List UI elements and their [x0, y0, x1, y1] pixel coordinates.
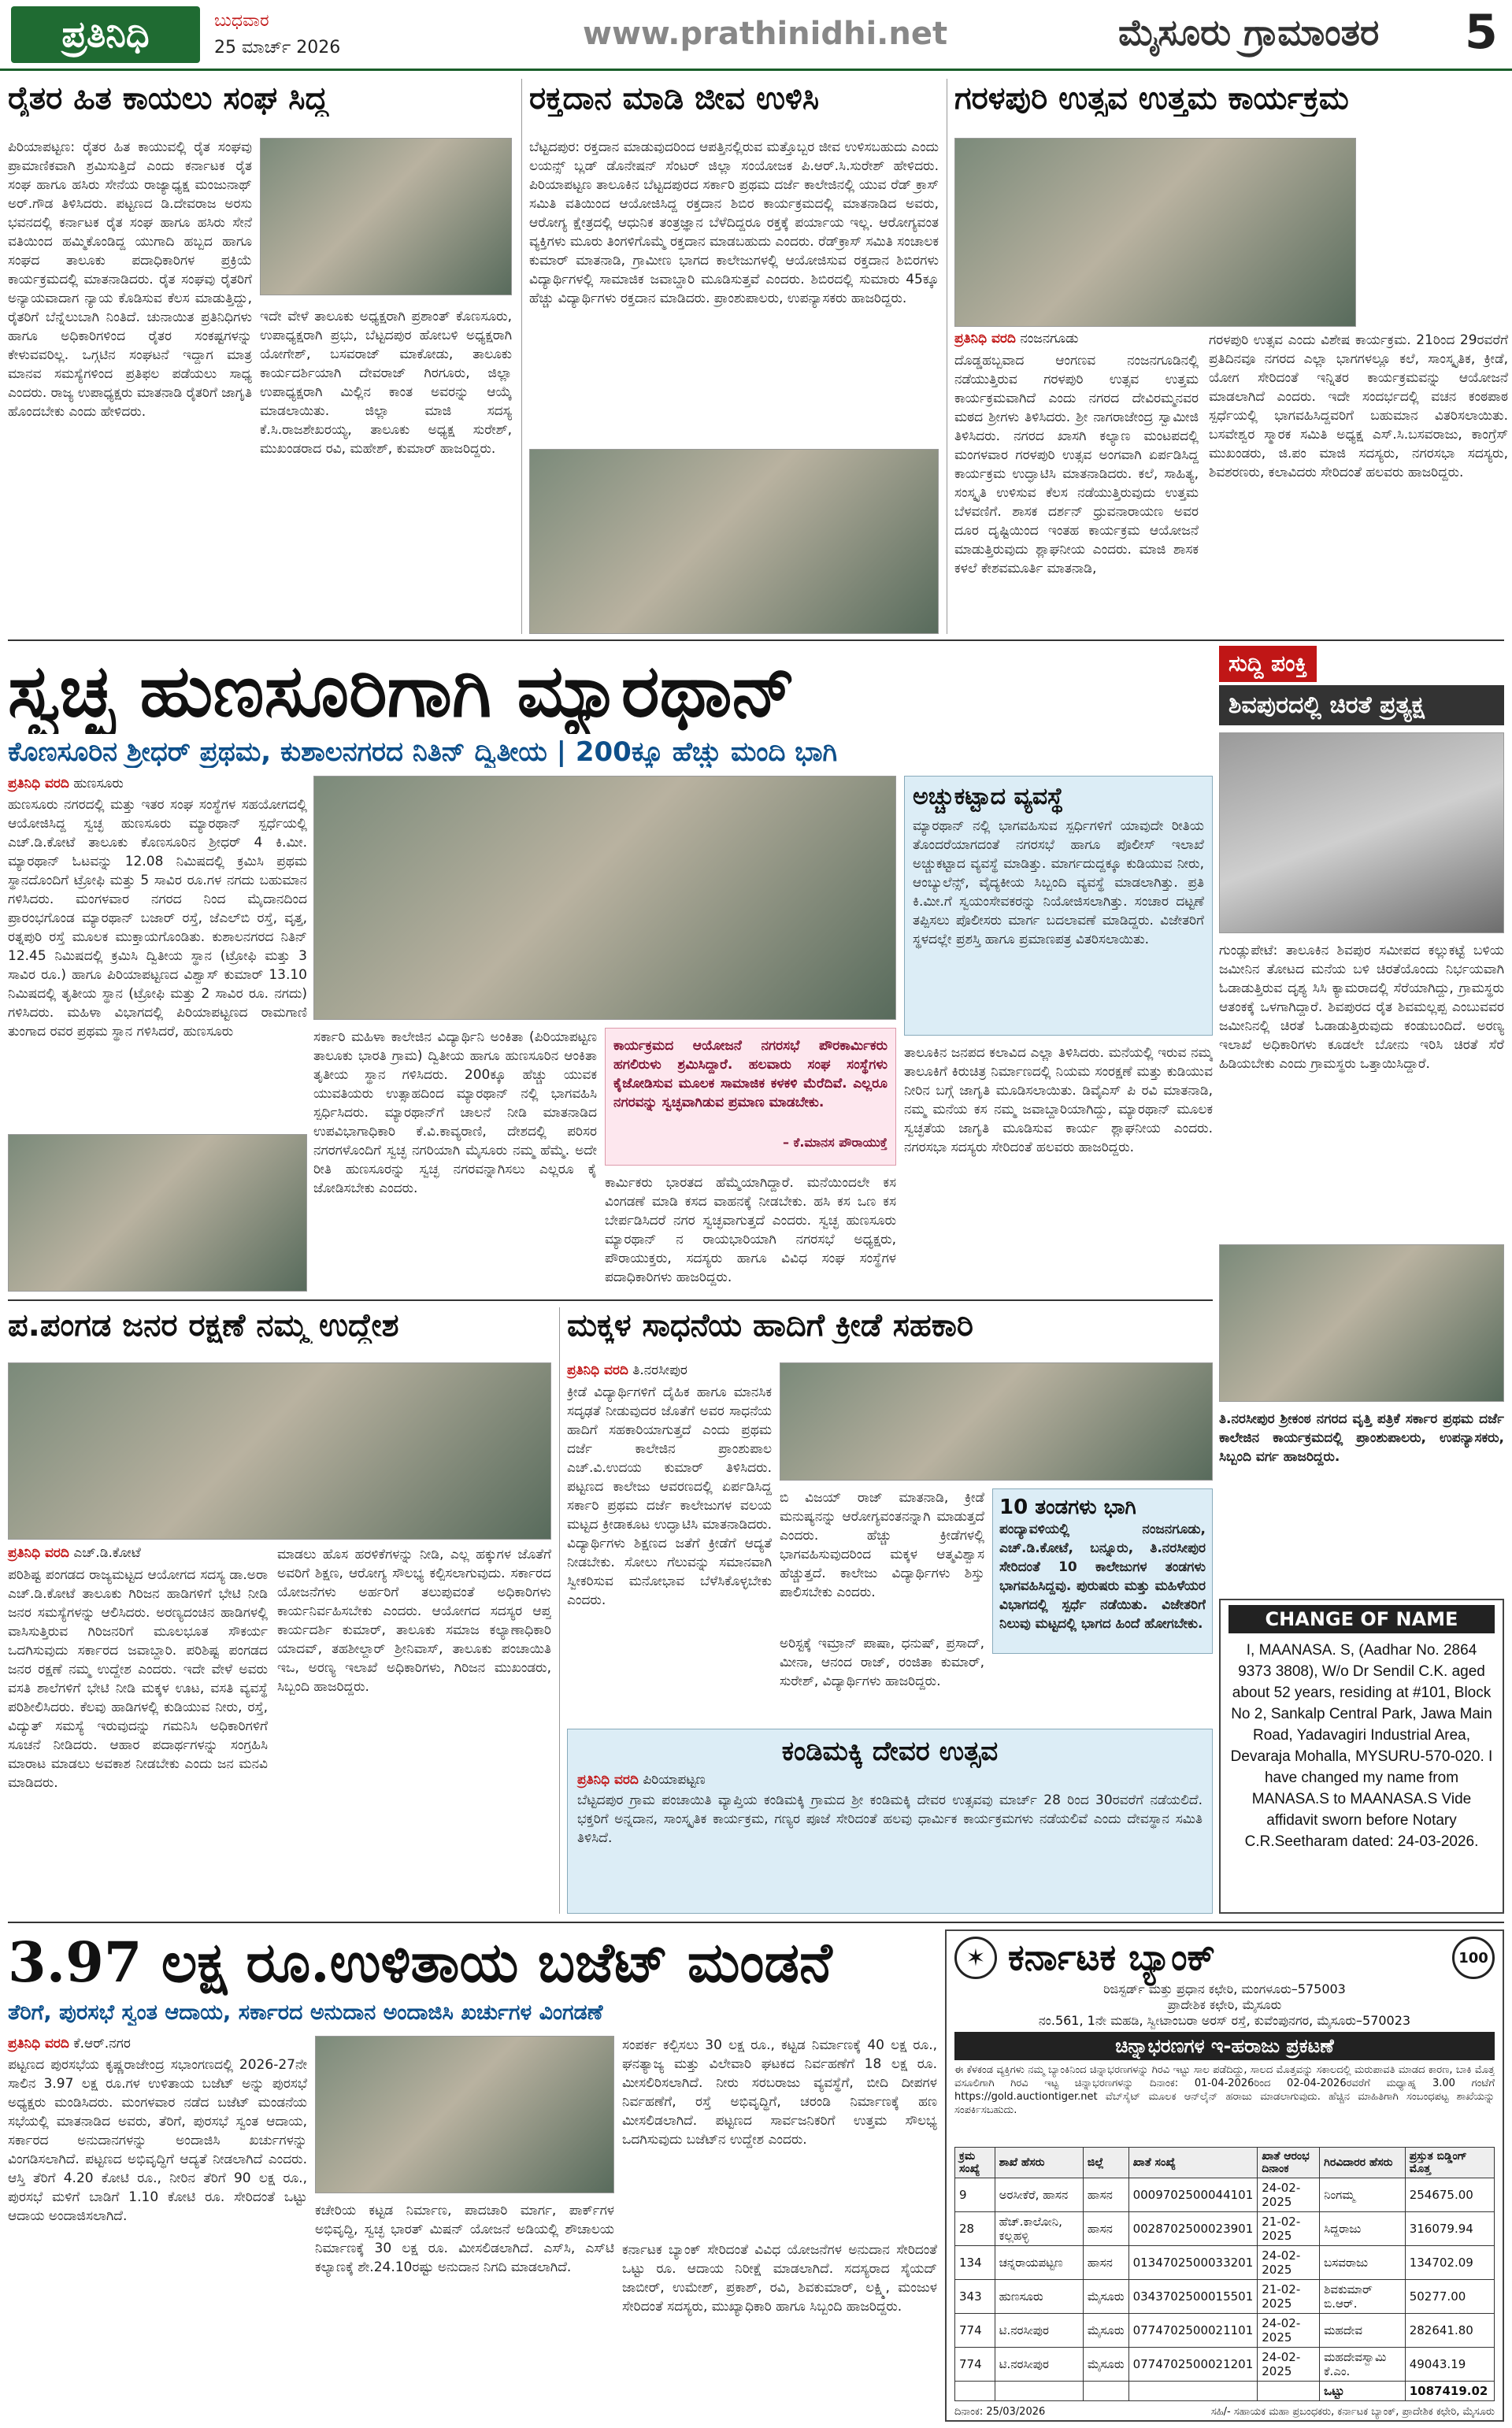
- table-cell: ಹಾಸನ: [1083, 2178, 1128, 2212]
- bank-footer: [954, 2406, 1495, 2418]
- table-cell: 774: [955, 2314, 995, 2348]
- article-headline-sports: ಮಕ್ಕಳ ಸಾಧನೆಯ ಹಾದಿಗೆ ಕ್ರೀಡೆ ಸಹಕಾರಿ: [567, 1307, 973, 1344]
- table-cell: ಟಿ.ನರಸೀಪುರ: [995, 2314, 1083, 2348]
- bank-name: ಕರ್ನಾಟಕ ಬ್ಯಾಂಕ್: [1008, 1936, 1216, 1978]
- sidebar-arrangements-body: ಮ್ಯಾರಥಾನ್ ನಲ್ಲಿ ಭಾಗವಹಿಸುವ ಸ್ಪರ್ಧಿಗಳಿಗೆ ಯಾವುದೇ ರೀತಿಯ ತೊಂದರೆಯಾಗದಂತೆ ನಗರಸಭೆ ಹಾಗೂ ಪೊಲೀಸ್ ಇಲಾಖೆ ಅಚ್ಚುಕಟ್ಟಾದ ವ್ಯವಸ್ಥೆ ಮಾಡಿತ್ತು. ಮಾರ್ಗದುದ್ದಕ್ಕೂ ಕುಡಿಯುವ ನೀರು, ಆಂಬ್ಯುಲೆನ್ಸ್, ವೈದ್ಯಕೀಯ ಸಿಬ್ಬಂದಿ ವ್ಯವಸ್ಥೆ ಮಾಡಲಾಗಿತ್ತು. ಪ್ರತಿ ಕಿ.ಮೀ.ಗೆ ಸ್ವಯಂಸೇವಕರನ್ನು ನಿಯೋಜಿಸಲಾಗಿತ್ತು. ಸಂಚಾರ ದಟ್ಟಣೆ ತಪ್ಪಿಸಲು ಪೊಲೀಸರು ಮಾರ್ಗ ಬದಲಾವಣೆ ಮಾಡಿದ್ದರು. ವಿಜೇತರಿಗೆ ಸ್ಥಳದಲ್ಲೇ ಪ್ರಶಸ್ತಿ ಹಾಗೂ ಪ್ರಮಾಣಪತ್ರ ವಿತರಿಸಲಾಯಿತು.: [913, 818, 1204, 947]
- table-cell: ಹೆಚ್.ಕಾಲೋನಿ, ಕಲ್ಲಹಳ್ಳಿ: [995, 2212, 1083, 2246]
- festival-box: [567, 1729, 1213, 1914]
- table-cell: [1258, 2382, 1320, 2401]
- lead-body-cont2: ಕಾರ್ಮಿಕರು ಭಾರತದ ಹೆಮ್ಮೆಯಾಗಿದ್ದಾರೆ. ಮನೆಯಿಂದಲೇ ಕಸ ವಿಂಗಡಣೆ ಮಾಡಿ ಕಸದ ವಾಹನಕ್ಕೆ ನೀಡಬೇಕು. ಹಸಿ ಕಸ ಒಣ ಕಸ ಬೇರ್ಪಡಿಸಿದರೆ ನಗರ ಸ್ವಚ್ಛವಾಗುತ್ತದೆ ಎಂದರು. ಸ್ವಚ್ಛ ಹುಣಸೂರು ಮ್ಯಾರಥಾನ್ ನ ರಾಯಭಾರಿಯಾಗಿ ನಗರಸಭೆ ಅಧ್ಯಕ್ಷರು, ಪೌರಾಯುಕ್ತರು, ಸದಸ್ಯರು ಹಾಗೂ ವಿವಿಧ ಸಂಘ ಸಂಸ್ಥೆಗಳ ಪದಾಧಿಕಾರಿಗಳು ಹಾಜರಿದ್ದರು.: [605, 1175, 896, 1285]
- lead-photo-winners: [313, 776, 896, 1020]
- table-cell: 134: [955, 2246, 995, 2280]
- byline-place: ಹುಣಸೂರು: [73, 776, 124, 791]
- budget-headline: 3.97 ಲಕ್ಷ ರೂ.ಉಳಿತಾಯ ಬಜೆಟ್ ಮಂಡನೆ: [8, 1929, 832, 1995]
- byline-label: ಪ್ರತಿನಿಧಿ ವರದಿ: [577, 1772, 639, 1788]
- festival-body: ಬೆಟ್ಟದಪುರ ಗ್ರಾಮ ಪಂಚಾಯಿತಿ ವ್ಯಾಪ್ತಿಯ ಕಂಡಿಮಕ್ಕಿ ಗ್ರಾಮದ ಶ್ರೀ ಕಂಡಿಮಕ್ಕಿ ದೇವರ ಉತ್ಸವವು ಮಾರ್ಚ್ 28 ರಿಂದ 30ರವರೆಗೆ ನಡೆಯಲಿದೆ. ಭಕ್ತರಿಗೆ ಅನ್ನದಾನ, ಸಾಂಸ್ಕೃತಿಕ ಕಾರ್ಯಕ್ರಮ, ಗಣ್ಯರ ಪೂಜೆ ಸೇರಿದಂತೆ ಹಲವು ಧಾರ್ಮಿಕ ಕಾರ್ಯಕ್ರಮಗಳು ನಡೆಯಲಿವೆ ಎಂದು ದೇವಸ್ಥಾನ ಸಮಿತಿ ತಿಳಿಸಿದೆ.: [577, 1792, 1203, 1846]
- quote-box: [605, 1028, 896, 1166]
- table-cell: 0009702500044101: [1128, 2178, 1258, 2212]
- teams-box-title: 10 ತಂಡಗಳು ಭಾಗಿ: [999, 1496, 1136, 1519]
- section-rule: [8, 639, 1504, 641]
- budget-body-cont: ಸಂಪರ್ಕ ಕಲ್ಪಿಸಲು 30 ಲಕ್ಷ ರೂ., ಕಟ್ಟಡ ನಿರ್ಮಾಣಕ್ಕೆ 40 ಲಕ್ಷ ರೂ., ಘನತ್ಯಾಜ್ಯ ಮತ್ತು ವಿಲೇವಾರಿ ಘಟಕದ ನಿರ್ವಹಣೆಗೆ 18 ಲಕ್ಷ ರೂ. ಮೀಸಲಿರಿಸಲಾಗಿದೆ. ನೀರು ಸರಬರಾಜು ವ್ಯವಸ್ಥೆಗೆ, ಬೀದಿ ದೀಪಗಳ ನಿರ್ವಹಣೆಗೆ, ರಸ್ತೆ ಅಭಿವೃದ್ಧಿಗೆ, ಚರಂಡಿ ನಿರ್ಮಾಣಕ್ಕೆ ಹಣ ಮೀಸಲಿಡಲಾಗಿದೆ. ಪಟ್ಟಣದ ಸಾರ್ವಜನಿಕರಿಗೆ ಉತ್ತಮ ಸೌಲಭ್ಯ ಒದಗಿಸುವುದು ಬಜೆಟ್‌ನ ಉದ್ದೇಶ ಎಂದರು.: [622, 2037, 937, 2148]
- leopard-cctv-photo: [1219, 732, 1504, 933]
- table-cell: 0028702500023901: [1128, 2212, 1258, 2246]
- column-divider: [521, 79, 522, 634]
- article-body-garalapuri: ದೊಡ್ಡಹಬ್ಬವಾದ ಆಂಗಣವ ನಂಜನಗೂಡಿನಲ್ಲಿ ನಡೆಯುತ್ತಿರುವ ಗರಳಪುರಿ ಉತ್ಸವ ಉತ್ತಮ ಕಾರ್ಯಕ್ರಮವಾಗಿದೆ ಎಂದು ನಗರದ ದೇವಿರಮ್ಮನವರ ಮಠದ ಶ್ರೀಗಳು ತಿಳಿಸಿದರು. ಶ್ರೀ ನಾಗರಾಜೇಂದ್ರ ಸ್ವಾಮೀಜಿ ತಿಳಿಸಿದರು. ನಗರದ ಖಾಸಗಿ ಕಲ್ಯಾಣ ಮಂಟಪದಲ್ಲಿ ಮಂಗಳವಾರ ಗರಳಪುರಿ ಉತ್ಸವ ಅಂಗವಾಗಿ ಏರ್ಪಡಿಸಿದ್ದ ಕಾರ್ಯಕ್ರಮ ಉದ್ಘಾಟಿಸಿ ಮಾತನಾಡಿದರು. ಕಲೆ, ಸಾಹಿತ್ಯ, ಸಂಸ್ಕೃತಿ ಉಳಿಸುವ ಕೆಲಸ ನಡೆಯುತ್ತಿರುವುದು ಉತ್ತಮ ಬೆಳವಣಿಗೆ. ಶಾಸಕ ದರ್ಶನ್ ಧ್ರುವನಾರಾಯಣ ಅವರ ದೂರ ದೃಷ್ಟಿಯಿಂದ ಇಂತಹ ಕಾರ್ಯಕ್ರಮ ಆಯೋಜನೆ ಮಾಡುತ್ತಿರುವುದು ಶ್ಲಾಘನೀಯ ಎಂದರು. ಮಾಜಿ ಶಾಸಕ ಕಳಲೆ ಕೇಶವಮೂರ್ತಿ ಮಾತನಾಡಿ,: [954, 353, 1199, 576]
- table-cell: [955, 2382, 995, 2401]
- lead-body: ಹುಣಸೂರು ನಗರದಲ್ಲಿ ಮತ್ತು ಇತರ ಸಂಘ ಸಂಸ್ಥೆಗಳ ಸಹಯೋಗದಲ್ಲಿ ಆಯೋಜಿಸಿದ್ದ ಸ್ವಚ್ಛ ಹುಣಸೂರು ಮ್ಯಾರಥಾನ್ ಸ್ಪರ್ಧೆಯಲ್ಲಿ ಎಚ್.ಡಿ.ಕೋಟೆ ತಾಲೂಕು ಕೊಣಸೂರಿನ ಶ್ರೀಧರ್ 4 ಕಿ.ಮೀ. ಮ್ಯಾರಥಾನ್ ಓಟವನ್ನು 12.08 ನಿಮಿಷದಲ್ಲಿ ಕ್ರಮಿಸಿ ಪ್ರಥಮ ಸ್ಥಾನದೊಂದಿಗೆ ಟ್ರೋಫಿ ಮತ್ತು 5 ಸಾವಿರ ರೂ.ಗಳ ನಗದು ಬಹುಮಾನ ಗಳಿಸಿದರು. ಮಂಗಳವಾರ ನಗರದ ನಿಂದ ಮೈದಾನದಿಂದ ಪ್ರಾರಂಭಗೊಂಡ ಮ್ಯಾರಥಾನ್ ಬಜಾರ್ ರಸ್ತೆ, ಜೆಎಲ್‌ಬಿ ರಸ್ತೆ, ವೃತ್ತ, ರತ್ನಪುರಿ ರಸ್ತೆ ಮೂಲಕ ಮುಕ್ತಾಯಗೊಂಡಿತು. ಕುಶಾಲನಗರದ ನಿತಿನ್ 12.45 ನಿಮಿಷದಲ್ಲಿ ಕ್ರಮಿಸಿ ದ್ವಿತೀಯ ಸ್ಥಾನ (ಟ್ರೋಫಿ ಮತ್ತು 3 ಸಾವಿರ ರೂ.) ಹಾಗೂ ಪಿರಿಯಾಪಟ್ಟಣದ ವಿಶ್ವಾಸ್ ಕುಮಾರ್ 13.10 ನಿಮಿಷದಲ್ಲಿ ತೃತೀಯ ಸ್ಥಾನ (ಟ್ರೋಫಿ ಮತ್ತು 2 ಸಾವಿರ ರೂ. ನಗದು) ಗಳಿಸಿದರು. ಮಹಿಳಾ ವಿಭಾಗದಲ್ಲಿ ಪಿರಿಯಾಪಟ್ಟಣದ ರಾಮಗಾಣಿ ತುಂಗಾದ ರವರ ಪ್ರಥಮ ಸ್ಥಾನ ಗಳಿಸಿದರೆ, ಹುಣಸೂರು: [8, 797, 307, 1040]
- table-cell: 254675.00: [1405, 2178, 1494, 2212]
- bank-regional-office: ಪ್ರಾದೇಶಿಕ ಕಛೇರಿ, ಮೈಸೂರು: [1167, 1997, 1282, 2012]
- article-photo-farmers: [260, 138, 512, 295]
- auction-column-header: ಜಿಲ್ಲೆ: [1083, 2148, 1128, 2178]
- byline-label: ಪ್ರತಿನಿಧಿ ವರದಿ: [8, 1545, 69, 1561]
- article-body-sports-cont: ಬಿ ವಿಜಯ್ ರಾಜ್ ಮಾತನಾಡಿ, ಕ್ರೀಡೆ ಮನುಷ್ಯನನ್ನು ಆರೋಗ್ಯವಂತನನ್ನಾಗಿ ಮಾಡುತ್ತದೆ ಎಂದರು. ಹೆಚ್ಚು ಕ್ರೀಡೆಗಳಲ್ಲಿ ಭಾಗವಹಿಸುವುದರಿಂದ ಮಕ್ಕಳ ಆತ್ಮವಿಶ್ವಾಸ ಹೆಚ್ಚುತ್ತದೆ. ಕಾಲೇಜು ವಿದ್ಯಾರ್ಥಿಗಳು ಶಿಸ್ತು ಪಾಲಿಸಬೇಕು ಎಂದರು.: [780, 1490, 984, 1600]
- article-body-tribal-cont: ಮಾಡಲು ಹೊಸ ಹರಳಿಕೆಗಳನ್ನು ನೀಡಿ, ಎಲ್ಲ ಹಕ್ಕುಗಳ ಜೊತೆಗೆ ಅವರಿಗೆ ಶಿಕ್ಷಣ, ಆರೋಗ್ಯ ಸೌಲಭ್ಯ ಕಲ್ಪಿಸಲಾಗುವುದು. ಸರ್ಕಾರದ ಯೋಜನೆಗಳು ಅರ್ಹರಿಗೆ ತಲುಪುವಂತೆ ಅಧಿಕಾರಿಗಳು ಕಾರ್ಯನಿರ್ವಹಿಸಬೇಕು ಎಂದರು. ಆಯೋಗದ ಸದಸ್ಯರ ಆಪ್ತ ಕಾರ್ಯದರ್ಶಿ ಕುಮಾರ್, ತಾಲೂಕು ಸಮಾಜ ಕಲ್ಯಾಣಾಧಿಕಾರಿ ಯಾದವ್, ತಹಶೀಲ್ದಾರ್ ಶ್ರೀನಿವಾಸ್, ತಾಲೂಕು ಪಂಚಾಯಿತಿ ಇಒ, ಅರಣ್ಯ ಇಲಾಖೆ ಅಧಿಕಾರಿಗಳು, ಗಿರಿಜನ ಮುಖಂಡರು, ಸಿಬ್ಬಂದಿ ಹಾಜರಿದ್ದರು.: [277, 1547, 551, 1695]
- table-cell: ಚನ್ನರಾಯಪಟ್ಟಣ: [995, 2246, 1083, 2280]
- sidebar-arrangements-title: ಅಚ್ಚುಕಟ್ಟಾದ ವ್ಯವಸ್ಥೆ: [913, 783, 1064, 810]
- table-cell: 50277.00: [1405, 2280, 1494, 2314]
- bank-logo-icon: ✶: [954, 1937, 997, 1979]
- news-column-body: ಗುಂಡ್ಲುಪೇಟೆ: ತಾಲೂಕಿನ ಶಿವಪುರ ಸಮೀಪದ ಕಲ್ಲುಕಟ್ಟೆ ಬಳಿಯ ಜಮೀನಿನ ತೋಟದ ಮನೆಯ ಬಳಿ ಚಿರತೆಯೊಂದು ನಿರ್ಭಯವಾಗಿ ಓಡಾಡುತ್ತಿರುವ ದೃಶ್ಯ ಸಿಸಿ ಕ್ಯಾಮರಾದಲ್ಲಿ ಸೆರೆಯಾಗಿದ್ದು, ಗ್ರಾಮಸ್ಥರು ಆತಂಕಕ್ಕೆ ಒಳಗಾಗಿದ್ದಾರೆ. ಶಿವಪುರದ ರೈತ ಶಿವಮಲ್ಲಪ್ಪ ಎಂಬುವವರ ಜಮೀನಿನಲ್ಲಿ ಚಿರತೆ ಓಡಾಡುತ್ತಿರುವುದು ಕಂಡುಬಂದಿದೆ. ಅರಣ್ಯ ಇಲಾಖೆ ಅಧಿಕಾರಿಗಳು ಕೂಡಲೇ ಬೋನು ಇರಿಸಿ ಚಿರತೆ ಸೆರೆ ಹಿಡಿಯಬೇಕು ಎಂದು ಗ್ರಾಮಸ್ಥರು ಒತ್ತಾಯಿಸಿದ್ದಾರೆ.: [1219, 943, 1504, 1072]
- centenary-badge-icon: 100: [1452, 1937, 1495, 1979]
- table-row: [955, 2348, 1495, 2382]
- page-number: 5: [1465, 5, 1498, 60]
- article-headline-tribal: ಪ.ಪಂಗಡ ಜನರ ರಕ್ಷಣೆ ನಮ್ಮ ಉದ್ದೇಶ: [8, 1307, 399, 1344]
- teams-box: [992, 1488, 1213, 1654]
- table-cell: [1128, 2382, 1258, 2401]
- bank-notice-body: ಈ ಕೆಳಕಂಡ ವ್ಯಕ್ತಿಗಳು ನಮ್ಮ ಬ್ಯಾಂಕಿನಿಂದ ಚಿನ್ನಾಭರಣಗಳನ್ನು ಗಿರವಿ ಇಟ್ಟು ಸಾಲ ಪಡೆದಿದ್ದು, ಸಾಲದ ಮೊತ್ತವನ್ನು ಸಕಾಲದಲ್ಲಿ ಮರುಪಾವತಿ ಮಾಡದ ಕಾರಣ, ಬಾಕಿ ಮೊತ್ತ ವಸೂಲಿಗಾಗಿ ಗಿರವಿ ಇಟ್ಟ ಚಿನ್ನಾಭರಣಗಳನ್ನು ದಿನಾಂಕ: 01-04-2026ರಿಂದ 02-04-2026ರವರೆಗೆ ಮಧ್ಯಾಹ್ನ 3.00 ಗಂಟೆಗೆ https://gold.auctiontiger.net ವೆಬ್‌ಸೈಟ್ ಮೂಲಕ ಆನ್‌ಲೈನ್ ಹರಾಜು ಮಾಡಲಾಗುವುದು. ಹೆಚ್ಚಿನ ಮಾಹಿತಿಗಾಗಿ ಸಂಬಂಧಪಟ್ಟ ಶಾಖೆಯನ್ನು ಸಂಪರ್ಕಿಸಬಹುದು.: [954, 2064, 1495, 2116]
- auction-table-header: [955, 2148, 1495, 2178]
- table-cell: ಹಾಸನ: [1083, 2212, 1128, 2246]
- byline-place: ಎಚ್.ಡಿ.ಕೋಟೆ: [73, 1545, 141, 1561]
- auction-column-header: ಪ್ರಸ್ತುತ ಬಿಡ್ಡಿಂಗ್ ಮೊತ್ತ: [1405, 2148, 1494, 2178]
- lead-body-cont3: ತಾಲೂಕಿನ ಜನಪದ ಕಲಾವಿದ ಎಲ್ಲಾ ತಿಳಿಸಿದರು. ಮನೆಯಲ್ಲಿ ಇರುವ ನಮ್ಮ ತಾಲೂಕಿಗೆ ಕಿರುಚಿತ್ರ ನಿರ್ಮಾಣದಲ್ಲಿ ನಿಯಮ ಸಂರಕ್ಷಣೆ ಮತ್ತು ಕುಡಿಯುವ ನೀರಿನ ಬಗ್ಗೆ ಜಾಗೃತಿ ಮೂಡಿಸಲಾಯಿತು. ಡಿವೈಎಸ್ ಪಿ ರವಿ ಮಾತನಾಡಿ, ನಮ್ಮ ಮನೆಯ ಕಸ ನಮ್ಮ ಜವಾಬ್ದಾರಿಯಾಗಿದ್ದು, ಮ್ಯಾರಥಾನ್ ಮೂಲಕ ಸ್ವಚ್ಛತೆಯ ಜಾಗೃತಿ ಮೂಡಿಸುವ ಕಾರ್ಯ ಶ್ಲಾಘನೀಯ ಎಂದರು. ನಗರಸಭಾ ಸದಸ್ಯರು ಸೇರಿದಂತೆ ಹಲವರು ಹಾಜರಿದ್ದರು.: [904, 1045, 1213, 1155]
- byline-place: ಕೆ.ಆರ್.ನಗರ: [73, 2036, 131, 2052]
- table-row: [955, 2382, 1495, 2401]
- table-cell: ಅರಸೀಕೆರೆ, ಹಾಸನ: [995, 2178, 1083, 2212]
- auction-column-header: ಶಾಖೆ ಹೆಸರು: [995, 2148, 1083, 2178]
- notice-body: I, MAANASA. S, (Aadhar No. 2864 9373 3808), W/o Dr Sendil C.K. aged about 52 years, residing at #101, Block No 2, Sankalp Central Park, Jawa Main Road, Yadavagiri Industrial Area, Devaraja Mohalla, MYSURU-570-020. I have changed my name from MANASA.S to MAANASA.S Vide affidavit sworn before Notary C.R.Seetharam dated: 24-03-2026.: [1230, 1642, 1493, 1850]
- article-body-sports-cont2: ಅರಿಸ್ಟಕ್ಕೆ ಇಮ್ರಾನ್ ಪಾಷಾ, ಧನುಷ್, ಪ್ರಸಾದ್, ಮೀನಾ, ಆನಂದ ರಾಜ್, ರಂಜಿತಾ ಕುಮಾರ್, ಸುರೇಶ್, ವಿದ್ಯಾರ್ಥಿಗಳು ಹಾಜರಿದ್ದರು.: [780, 1636, 984, 1689]
- budget-body-cont3: ಕರ್ನಾಟಕ ಬ್ಯಾಂಕ್ ಸೇರಿದಂತೆ ವಿವಿಧ ಯೋಜನೆಗಳ ಅನುದಾನ ಸೇರಿದಂತೆ ಒಟ್ಟು ರೂ. ಆದಾಯ ನಿರೀಕ್ಷೆ ಮಾಡಲಾಗಿದೆ. ಸದಸ್ಯರಾದ ಸೈಯದ್ ಜಾಬೀರ್, ಉಮೇಶ್, ಪ್ರಕಾಶ್, ರವಿ, ಶಿವಕುಮಾರ್, ಲಕ್ಷ್ಮಿ, ಮಂಜುಳ ಸೇರಿದಂತೆ ಸದಸ್ಯರು, ಮುಖ್ಯಾಧಿಕಾರಿ ಹಾಗೂ ಸಿಬ್ಬಂದಿ ಹಾಜರಿದ್ದರು.: [622, 2242, 937, 2315]
- article-body-tribal: ಪರಿಶಿಷ್ಟ ಪಂಗಡದ ರಾಜ್ಯಮಟ್ಟದ ಆಯೋಗದ ಸದಸ್ಯ ಡಾ.ಅರಾ ಎಚ್.ಡಿ.ಕೋಟೆ ತಾಲೂಕು ಗಿರಿಜನ ಹಾಡಿಗಳಿಗೆ ಭೇಟಿ ನೀಡಿ ಜನರ ಸಮಸ್ಯೆಗಳನ್ನು ಆಲಿಸಿದರು. ಅರಣ್ಯದಂಚಿನ ಹಾಡಿಗಳಲ್ಲಿ ವಾಸಿಸುತ್ತಿರುವ ಗಿರಿಜನರಿಗೆ ಮೂಲಭೂತ ಸೌಕರ್ಯ ಒದಗಿಸುವುದು ಸರ್ಕಾರದ ಜವಾಬ್ದಾರಿ. ಪರಿಶಿಷ್ಟ ಪಂಗಡದ ಜನರ ರಕ್ಷಣೆ ನಮ್ಮ ಉದ್ದೇಶ ಎಂದರು. ಇದೇ ವೇಳೆ ಅವರು ವಸತಿ ಶಾಲೆಗಳಿಗೆ ಭೇಟಿ ನೀಡಿ ಮಕ್ಕಳ ಊಟ, ವಸತಿ ವ್ಯವಸ್ಥೆ ಪರಿಶೀಲಿಸಿದರು. ಕೆಲವು ಹಾಡಿಗಳಲ್ಲಿ ಕುಡಿಯುವ ನೀರು, ರಸ್ತೆ, ವಿದ್ಯುತ್ ಸಮಸ್ಯೆ ಇರುವುದನ್ನು ಗಮನಿಸಿ ಅಧಿಕಾರಿಗಳಿಗೆ ಸೂಚನೆ ನೀಡಿದರು. ಆಹಾರ ಪದಾರ್ಥಗಳನ್ನು ಸಂಗ್ರಹಿಸಿ ಮಾರಾಟ ಮಾಡಲು ಅವಕಾಶ ನೀಡಬೇಕು ಎಂದು ಜನ ಮನವಿ ಮಾಡಿದರು.: [8, 1567, 268, 1791]
- festival-title: ಕಂಡಿಮಕ್ಕಿ ದೇವರ ಉತ್ಸವ: [781, 1736, 999, 1767]
- article-body-farmers-cont: ಇದೇ ವೇಳೆ ತಾಲೂಕು ಅಧ್ಯಕ್ಷರಾಗಿ ಪ್ರಶಾಂತ್ ಕೊಣಸೂರು, ಉಪಾಧ್ಯಕ್ಷರಾಗಿ ಪ್ರಭು, ಬೆಟ್ಟದಪುರ ಹೋಬಳಿ ಅಧ್ಯಕ್ಷರಾಗಿ ಯೋಗೇಶ್, ಬಸವರಾಜ್ ಮಾಕೋಡು, ತಾಲೂಕು ಕಾರ್ಯದರ್ಶಿಯಾಗಿ ದೇವರಾಜ್ ಗಿರಗೂರು, ಜಿಲ್ಲಾ ಉಪಾಧ್ಯಕ್ಷರಾಗಿ ಮಿಲ್ಲಿನ ಕಾಂತ ಅವರನ್ನು ಆಯ್ಕೆ ಮಾಡಲಾಯಿತು. ಜಿಲ್ಲಾ ಮಾಜಿ ಸದಸ್ಯ ಕೆ.ಸಿ.ರಾಜಶೇಖರಯ್ಯ, ತಾಲೂಕು ಅಧ್ಯಕ್ಷ ಸುರೇಶ್, ಮುಖಂಡರಾದ ರವಿ, ಮಹೇಶ್, ಕುಮಾರ್ ಹಾಜರಿದ್ದರು.: [260, 309, 512, 457]
- table-cell: ಮೈಸೂರು: [1083, 2348, 1128, 2382]
- news-column-label: ಸುದ್ದಿ ಪಂಕ್ತಿ: [1219, 646, 1317, 682]
- table-cell: 21-02-2025: [1258, 2212, 1320, 2246]
- table-cell: ಸಿದ್ದರಾಜು: [1320, 2212, 1406, 2246]
- article-body-sports: ಕ್ರೀಡೆ ವಿದ್ಯಾರ್ಥಿಗಳಿಗೆ ದೈಹಿಕ ಹಾಗೂ ಮಾನಸಿಕ ಸದೃಢತೆ ನೀಡುವುದರ ಜೊತೆಗೆ ಅವರ ಸಾಧನೆಯ ಹಾದಿಗೆ ಸಹಕಾರಿಯಾಗುತ್ತದೆ ಎಂದು ಪ್ರಥಮ ದರ್ಜೆ ಕಾಲೇಜಿನ ಪ್ರಾಂಶುಪಾಲ ಎಚ್.ವಿ.ಉದಯ ಕುಮಾರ್ ತಿಳಿಸಿದರು. ಪಟ್ಟಣದ ಕಾಲೇಜು ಆವರಣದಲ್ಲಿ ಏರ್ಪಡಿಸಿದ್ದ ಸರ್ಕಾರಿ ಪ್ರಥಮ ದರ್ಜೆ ಕಾಲೇಜುಗಳ ವಲಯ ಮಟ್ಟದ ಕ್ರೀಡಾಕೂಟ ಉದ್ಘಾಟಿಸಿ ಮಾತನಾಡಿದರು. ವಿದ್ಯಾರ್ಥಿಗಳು ಶಿಕ್ಷಣದ ಜತೆಗೆ ಕ್ರೀಡೆಗೆ ಆದ್ಯತೆ ನೀಡಬೇಕು. ಸೋಲು ಗೆಲುವನ್ನು ಸಮಾನವಾಗಿ ಸ್ವೀಕರಿಸುವ ಮನೋಭಾವ ಬೆಳೆಸಿಕೊಳ್ಳಬೇಕು ಎಂದರು.: [567, 1385, 772, 1608]
- table-cell: ಮಹದೇವ: [1320, 2314, 1406, 2348]
- byline-label: ಪ್ರತಿನಿಧಿ ವರದಿ: [567, 1362, 628, 1378]
- table-cell: [995, 2382, 1083, 2401]
- byline-place: ತಿ.ನರಸೀಪುರ: [632, 1362, 687, 1378]
- college-event-caption: ತಿ.ನರಸೀಪುರ ಶ್ರೀಕಂಠ ನಗರದ ವೃತ್ತಿ ಪತ್ರಿಕೆ ಸರ್ಕಾರ ಪ್ರಥಮ ದರ್ಜೆ ಕಾಲೇಜಿನ ಕಾರ್ಯಕ್ರಮದಲ್ಲಿ ಪ್ರಾಂಶುಪಾಲರು, ಉಪನ್ಯಾಸಕರು, ಸಿಬ್ಬಂದಿ ವರ್ಗ ಹಾಜರಿದ್ದರು.: [1219, 1411, 1504, 1465]
- table-cell: 0343702500015501: [1128, 2280, 1258, 2314]
- auction-column-header: ಖಾತೆ ಸಂಖ್ಯೆ: [1128, 2148, 1258, 2178]
- article-body-garalapuri-cont: ಗರಳಪುರಿ ಉತ್ಸವ ಎಂದು ವಿಶೇಷ ಕಾರ್ಯಕ್ರಮ. 21ರಿಂದ 29ರವರೆಗೆ ಪ್ರತಿದಿನವೂ ನಗರದ ಎಲ್ಲಾ ಭಾಗಗಳಲ್ಲೂ ಕಲೆ, ಸಾಂಸ್ಕೃತಿಕ, ಕ್ರೀಡೆ, ಯೋಗ ಸೇರಿದಂತೆ ಇನ್ನಿತರ ಕಾರ್ಯಕ್ರಮವನ್ನು ಆಯೋಜನೆ ಮಾಡಲಾಗಿದೆ ಎಂದರು. ಇದೇ ಸಂದರ್ಭದಲ್ಲಿ ವಚನ ಕಂಠಪಾಠ ಸ್ಪರ್ಧೆಯಲ್ಲಿ ಭಾಗವಹಿಸಿದ್ದವರಿಗೆ ಬಹುಮಾನ ವಿತರಿಸಲಾಯಿತು. ಬಸವೇಶ್ವರ ಸ್ಮಾರಕ ಸಮಿತಿ ಅಧ್ಯಕ್ಷ ಎಸ್.ಸಿ.ಬಸವರಾಜು, ಕಾಂಗ್ರೆಸ್ ಮುಖಂಡರು, ಜಿ.ಪಂ ಮಾಜಿ ಸದಸ್ಯರು, ನಗರಸಭಾ ಸದಸ್ಯರು, ಶಿವಶರಣರು, ಕಲಾವಿದರು ಸೇರಿದಂತೆ ಹಲವರು ಹಾಜರಿದ್ದರು.: [1209, 332, 1508, 480]
- bank-address: ನಂ.561, 1ನೇ ಮಹಡಿ, ಸ್ವೀಟಾಂಬರಾ ಅರಸ್ ರಸ್ತೆ, ಕುವೆಂಪುನಗರ, ಮೈಸೂರು–570023: [1038, 2013, 1411, 2028]
- table-cell: 24-02-2025: [1258, 2314, 1320, 2348]
- table-cell: 134702.09: [1405, 2246, 1494, 2280]
- table-cell: ಮೈಸೂರು: [1083, 2314, 1128, 2348]
- bank-notice-title: ಚಿನ್ನಾಭರಣಗಳ ಇ-ಹರಾಜು ಪ್ರಕಟಣೆ: [954, 2032, 1495, 2060]
- byline-garalapuri: [954, 331, 1199, 347]
- news-column-title: ಶಿವಪುರದಲ್ಲಿ ಚಿರತೆ ಪ್ರತ್ಯಕ್ಷ: [1219, 685, 1504, 725]
- article-photo-sports: [780, 1362, 1213, 1481]
- newspaper-logo: ಪ್ರತಿನಿಧಿ: [11, 6, 200, 63]
- table-cell: 21-02-2025: [1258, 2280, 1320, 2314]
- table-cell: 774: [955, 2348, 995, 2382]
- auction-column-header: ಗಿರವಿದಾರರ ಹೆಸರು: [1320, 2148, 1406, 2178]
- table-cell: 24-02-2025: [1258, 2246, 1320, 2280]
- byline-label: ಪ್ರತಿನಿಧಿ ವರದಿ: [8, 776, 69, 791]
- budget-subheadline: ತೆರಿಗೆ, ಪುರಸಭೆ ಸ್ವಂತ ಆದಾಯ, ಸರ್ಕಾರದ ಅನುದಾನ ಅಂದಾಜಿಸಿ ಖರ್ಚುಗಳ ವಿಂಗಡಣೆ: [8, 2000, 603, 2025]
- table-row: [955, 2314, 1495, 2348]
- table-cell: [1083, 2382, 1128, 2401]
- bank-header: [954, 1936, 1495, 1980]
- table-cell: 1087419.02: [1405, 2382, 1494, 2401]
- byline-label: ಪ್ರತಿನಿಧಿ ವರದಿ: [8, 2036, 69, 2052]
- table-cell: 316079.94: [1405, 2212, 1494, 2246]
- masthead: [0, 0, 1512, 71]
- auction-table: [954, 2147, 1495, 2401]
- table-row: [955, 2212, 1495, 2246]
- quote-text: ಕಾರ್ಯಕ್ರಮದ ಆಯೋಜನೆ ನಗರಸಭೆ ಪೌರಕಾರ್ಮಿಕರು ಹಗಲಿರುಳು ಶ್ರಮಿಸಿದ್ದಾರೆ. ಹಲವಾರು ಸಂಘ ಸಂಸ್ಥೆಗಳು ಕೈಜೋಡಿಸುವ ಮೂಲಕ ಸಾಮಾಜಿಕ ಕಳಕಳಿ ಮೆರೆದಿವೆ. ಎಲ್ಲರೂ ನಗರವನ್ನು ಸ್ವಚ್ಛವಾಗಿಡುವ ಪ್ರಮಾಣ ಮಾಡಬೇಕು.: [613, 1038, 888, 1110]
- article-photo-blood: [529, 449, 939, 634]
- budget-body-cont2: ಕಚೇರಿಯ ಕಟ್ಟಡ ನಿರ್ಮಾಣ, ಪಾದಚಾರಿ ಮಾರ್ಗ, ಪಾರ್ಕ್‌ಗಳ ಅಭಿವೃದ್ಧಿ, ಸ್ವಚ್ಛ ಭಾರತ್ ಮಿಷನ್ ಯೋಜನೆ ಅಡಿಯಲ್ಲಿ ಶೌಚಾಲಯ ನಿರ್ಮಾಣಕ್ಕೆ 30 ಲಕ್ಷ ರೂ. ಮೀಸಲಿಡಲಾಗಿದೆ. ಎಸ್‌ಸಿ, ಎಸ್‌ಟಿ ಕಲ್ಯಾಣಕ್ಕೆ ಶೇ.24.10ರಷ್ಟು ಅನುದಾನ ನಿಗದಿ ಮಾಡಲಾಗಿದೆ.: [315, 2203, 614, 2275]
- byline-place: ನಂಜನಗೂಡು: [1020, 331, 1079, 347]
- article-headline-blood: ರಕ್ತದಾನ ಮಾಡಿ ಜೀವ ಉಳಿಸಿ: [529, 80, 820, 117]
- table-cell: 0774702500021101: [1128, 2314, 1258, 2348]
- byline-tribal: [8, 1545, 268, 1561]
- bank-regd-office: ರಿಜಿಸ್ಟರ್ಡ್ ಮತ್ತು ಪ್ರಧಾನ ಕಛೇರಿ, ಮಂಗಳೂರು–575003: [1103, 1981, 1346, 1996]
- byline-budget: [8, 2036, 307, 2052]
- date-label: 25 ಮಾರ್ಚ್ 2026: [214, 38, 341, 57]
- article-headline-garalapuri: ಗರಳಪುರಿ ಉತ್ಸವ ಉತ್ತಮ ಕಾರ್ಯಕ್ರಮ: [954, 80, 1349, 117]
- table-cell: ಟಿ.ನರಸೀಪುರ: [995, 2348, 1083, 2382]
- teams-box-body: ಪಂದ್ಯಾವಳಿಯಲ್ಲಿ ನಂಜನಗೂಡು, ಎಚ್.ಡಿ.ಕೋಟೆ, ಬನ್ನೂರು, ತಿ.ನರಸೀಪುರ ಸೇರಿದಂತೆ 10 ಕಾಲೇಜುಗಳ ತಂಡಗಳು ಭಾಗವಹಿಸಿದ್ದವು. ಪುರುಷರು ಮತ್ತು ಮಹಿಳೆಯರ ವಿಭಾಗದಲ್ಲಿ ಸ್ಪರ್ಧೆ ನಡೆಯಿತು. ವಿಜೇತರಿಗೆ ನಿಲುವು ಮಟ್ಟದಲ್ಲಿ ಭಾಗದ ಹಿಂದೆ ಹೋಗಬೇಕು.: [999, 1522, 1206, 1632]
- byline-lead: [8, 776, 307, 791]
- table-cell: ಮೈಸೂರು: [1083, 2280, 1128, 2314]
- article-body-blood: ಬೆಟ್ಟದಪುರ: ರಕ್ತದಾನ ಮಾಡುವುದರಿಂದ ಆಪತ್ತಿನಲ್ಲಿರುವ ಮತ್ತೊಬ್ಬರ ಜೀವ ಉಳಿಸಬಹುದು ಎಂದು ಲಯನ್ಸ್ ಬ್ಲಡ್ ಡೊನೇಷನ್ ಸೆಂಟರ್ ಜಿಲ್ಲಾ ಸಂಯೋಜಕ ಪಿ.ಆರ್.ಸಿ.ಸುರೇಶ್ ಹೇಳಿದರು. ಪಿರಿಯಾಪಟ್ಟಣ ತಾಲೂಕಿನ ಬೆಟ್ಟದಪುರದ ಸರ್ಕಾರಿ ಪ್ರಥಮ ದರ್ಜೆ ಕಾಲೇಜಿನಲ್ಲಿ ಯುವ ರೆಡ್ ಕ್ರಾಸ್ ಸಮಿತಿ ವತಿಯಿಂದ ಆಯೋಜಿಸಿದ್ದ ರಕ್ತದಾನ ಶಿಬಿರ ಕಾರ್ಯಕ್ರಮದಲ್ಲಿ ಮಾತನಾಡಿದ ಅವರು, ಆರೋಗ್ಯ ಕ್ಷೇತ್ರದಲ್ಲಿ ಆಧುನಿಕ ತಂತ್ರಜ್ಞಾನ ಬೆಳೆದಿದ್ದರೂ ರಕ್ತಕ್ಕೆ ಪರ್ಯಾಯ ಇಲ್ಲ. ಆರೋಗ್ಯವಂತ ವ್ಯಕ್ತಿಗಳು ಮೂರು ತಿಂಗಳಿಗೊಮ್ಮೆ ರಕ್ತದಾನ ಮಾಡಬಹುದು ಎಂದರು. ರೆಡ್‌ಕ್ರಾಸ್ ಸಮಿತಿ ಸಂಚಾಲಕ ಕುಮಾರ್ ಮಾತನಾಡಿ, ಗ್ರಾಮೀಣ ಭಾಗದ ಕಾಲೇಜುಗಳಲ್ಲಿ ಆಯೋಜಿಸುವ ರಕ್ತದಾನ ಶಿಬಿರಗಳು ವಿದ್ಯಾರ್ಥಿಗಳಲ್ಲಿ ಸಾಮಾಜಿಕ ಜವಾಬ್ದಾರಿ ಮೂಡಿಸುತ್ತವೆ ಎಂದರು. ಶಿಬಿರದಲ್ಲಿ ಸುಮಾರು 45ಕ್ಕೂ ಹೆಚ್ಚು ವಿದ್ಯಾರ್ಥಿಗಳು ರಕ್ತದಾನ ಮಾಡಿದರು. ಪ್ರಾಂಶುಪಾಲರು, ಉಪನ್ಯಾಸಕರು ಹಾಜರಿದ್ದರು.: [529, 139, 939, 306]
- table-cell: ಬಸವರಾಜು: [1320, 2246, 1406, 2280]
- table-cell: 0774702500021201: [1128, 2348, 1258, 2382]
- auction-column-header: ಖಾತೆ ಆರಂಭ ದಿನಾಂಕ: [1258, 2148, 1320, 2178]
- table-row: [955, 2178, 1495, 2212]
- lead-subheadline: ಕೊಣಸೂರಿನ ಶ್ರೀಧರ್ ಪ್ರಥಮ, ಕುಶಾಲನಗರದ ನಿತಿನ್ ದ್ವಿತೀಯ | 200ಕ್ಕೂ ಹೆಚ್ಚು ಮಂದಿ ಭಾಗಿ: [8, 736, 838, 768]
- table-row: [955, 2280, 1495, 2314]
- sidebar-arrangements-box: [904, 776, 1213, 1036]
- day-label: ಬುಧವಾರ: [214, 11, 269, 31]
- byline-festival: [577, 1772, 1203, 1788]
- byline-place: ಪಿರಿಯಾಪಟ್ಟಣ: [643, 1772, 706, 1788]
- table-cell: 24-02-2025: [1258, 2348, 1320, 2382]
- table-cell: 282641.80: [1405, 2314, 1494, 2348]
- table-cell: 49043.19: [1405, 2348, 1494, 2382]
- table-cell: 24-02-2025: [1258, 2178, 1320, 2212]
- byline-label: ಪ್ರತಿನಿಧಿ ವರದಿ: [954, 331, 1016, 347]
- table-row: [955, 2246, 1495, 2280]
- section-rule: [8, 1922, 1504, 1923]
- table-cell: ಹುಣಸೂರು: [995, 2280, 1083, 2314]
- auction-column-header: ಕ್ರಮ ಸಂಖ್ಯೆ: [955, 2148, 995, 2178]
- article-photo-garalapuri: [954, 138, 1356, 327]
- college-event-photo: [1219, 1244, 1504, 1402]
- table-cell: ಮಹದೇವಸ್ವಾಮಿ ಕೆ.ಎಂ.: [1320, 2348, 1406, 2382]
- article-body-farmers: ಪಿರಿಯಾಪಟ್ಟಣ: ರೈತರ ಹಿತ ಕಾಯುವಲ್ಲಿ ರೈತ ಸಂಘವು ಪ್ರಾಮಾಣಿಕವಾಗಿ ಶ್ರಮಿಸುತ್ತಿದೆ ಎಂದು ಕರ್ನಾಟಕ ರೈತ ಸಂಘ ಹಾಗೂ ಹಸಿರು ಸೇನೆಯ ರಾಜ್ಯಾಧ್ಯಕ್ಷ ಮಂಜುನಾಥ್ ಅರ್.ಗೌಡ ತಿಳಿಸಿದರು. ಪಟ್ಟಣದ ಡಿ.ದೇವರಾಜ ಅರಸು ಭವನದಲ್ಲಿ ಕರ್ನಾಟಕ ರೈತ ಸಂಘ ಹಾಗೂ ಹಸಿರು ಸೇನೆ ವತಿಯಿಂದ ಹಮ್ಮಿಕೊಂಡಿದ್ದ ಯುಗಾದಿ ಹಬ್ಬದ ಹಾಗೂ ಸಂಘದ ತಾಲೂಕು ಪದಾಧಿಕಾರಿಗಳ ಪ್ರಕ್ರಿಯೆ ಕಾರ್ಯಕ್ರಮದಲ್ಲಿ ಮಾತನಾಡಿದರು. ರೈತ ಸಂಘವು ರೈತರಿಗೆ ಅನ್ಯಾಯವಾದಾಗ ನ್ಯಾಯ ಕೊಡಿಸುವ ಕೆಲಸ ಮಾಡುತ್ತಿದ್ದು, ರೈತರಿಗೆ ಬೆನ್ನೆಲುಬಾಗಿ ನಿಂತಿದೆ. ಚುನಾಯಿತ ಪ್ರತಿನಿಧಿಗಳು ಹಾಗೂ ಅಧಿಕಾರಿಗಳಿಂದ ರೈತರ ಸಂಕಷ್ಟಗಳನ್ನು ಕೇಳುವವರಿಲ್ಲ. ಒಗ್ಗಟಿನ ಸಂಘಟನೆ ಇದ್ದಾಗ ಮಾತ್ರ ಮಾನವ ಸಮಸ್ಯೆಗಳಿಂದ ಪ್ರತಿಫಲ ಪಡೆಯಲು ಸಾಧ್ಯ ಎಂದರು. ರಾಜ್ಯ ಉಪಾಧ್ಯಕ್ಷರು ಮಾತನಾಡಿ ರೈತರಿಗೆ ಜಾಗೃತಿ ಹೊಂದಬೇಕು ಎಂದು ಹೇಳಿದರು.: [8, 139, 252, 420]
- column-divider: [559, 1307, 560, 1914]
- article-photo-tribal: [8, 1362, 551, 1540]
- table-cell: ಹಾಸನ: [1083, 2246, 1128, 2280]
- budget-photo: [315, 2036, 614, 2193]
- edition-label: ಮೈಸೂರು ಗ್ರಾಮಾಂತರ: [1118, 11, 1380, 54]
- table-cell: 9: [955, 2178, 995, 2212]
- table-cell: 28: [955, 2212, 995, 2246]
- website-link[interactable]: www.prathinidhi.net: [583, 16, 948, 52]
- notice-title: CHANGE OF NAME: [1228, 1605, 1495, 1633]
- bank-auction-notice: [945, 1929, 1504, 2422]
- section-rule: [8, 1299, 1213, 1301]
- table-cell: ಶಿವಕುಮಾರ್ ಬಿ.ಆರ್.: [1320, 2280, 1406, 2314]
- lead-body-cont: ಸರ್ಕಾರಿ ಮಹಿಳಾ ಕಾಲೇಜಿನ ವಿದ್ಯಾರ್ಥಿನಿ ಅಂಕಿತಾ (ಪಿರಿಯಾಪಟ್ಟಣ ತಾಲೂಕು ಭಾರತಿ ಗ್ರಾಮ) ದ್ವಿತೀಯ ಹಾಗೂ ಹುಣಸೂರಿನ ಆಂಕಿತಾ ತೃತೀಯ ಸ್ಥಾನ ಗಳಿಸಿದರು. 200ಕ್ಕೂ ಹೆಚ್ಚು ಯುವಕ ಯುವತಿಯರು ಉತ್ಸಾಹದಿಂದ ಮ್ಯಾರಥಾನ್ ನಲ್ಲಿ ಭಾಗವಹಿಸಿ ಸ್ಪರ್ಧಿಸಿದರು. ಮ್ಯಾರಥಾನ್‌ಗೆ ಚಾಲನೆ ನೀಡಿ ಮಾತನಾಡಿದ ಉಪವಿಭಾಗಾಧಿಕಾರಿ ಕೆ.ವಿ.ಕಾವ್ಯರಾಣಿ, ದೇಶದಲ್ಲಿ ಪರಿಸರ ನಗರಗಳೊಂದಿಗೆ ಸ್ವಚ್ಛ ನಗರಿಯಾಗಿ ಮೈಸೂರು ನಮ್ಮ ಹೆಮ್ಮೆ. ಅದೇ ರೀತಿ ಹುಣಸೂರನ್ನು ಸ್ವಚ್ಛ ನಗರವನ್ನಾಗಿಸಲು ಎಲ್ಲರೂ ಕೈ ಜೋಡಿಸಬೇಕು ಎಂದರು.: [313, 1029, 597, 1196]
- table-cell: 0134702500033201: [1128, 2246, 1258, 2280]
- table-cell: ಒಟ್ಟು: [1320, 2382, 1406, 2401]
- change-of-name-notice: [1219, 1599, 1504, 1914]
- article-headline-farmers: ರೈತರ ಹಿತ ಕಾಯಲು ಸಂಘ ಸಿದ್ಧ: [8, 80, 328, 117]
- bank-footer-signature: ಸಹಿ/- ಸಹಾಯಕ ಮಹಾ ಪ್ರಬಂಧಕರು, ಕರ್ನಾಟಕ ಬ್ಯಾಂಕ್, ಪ್ರಾದೇಶಿಕ ಕಛೇರಿ, ಮೈಸೂರು: [1210, 2406, 1495, 2418]
- lead-headline: ಸ್ವಚ್ಛ ಹುಣಸೂರಿಗಾಗಿ ಮ್ಯಾರಥಾನ್: [8, 648, 796, 733]
- bank-footer-date: ದಿನಾಂಕ: 25/03/2026: [954, 2406, 1046, 2418]
- quote-author: – ಕೆ.ಮಾನಸ ಪೌರಾಯುಕ್ತೆ: [782, 1135, 888, 1150]
- lead-photo-runners: [8, 1134, 307, 1292]
- table-cell: ನಿಂಗಮ್ಮ: [1320, 2178, 1406, 2212]
- table-cell: 343: [955, 2280, 995, 2314]
- byline-sports: [567, 1362, 772, 1378]
- budget-body: ಪಟ್ಟಣದ ಪುರಸಭೆಯ ಕೃಷ್ಣರಾಜೇಂದ್ರ ಸಭಾಂಗಣದಲ್ಲಿ 2026-27ನೇ ಸಾಲಿನ 3.97 ಲಕ್ಷ ರೂ.ಗಳ ಉಳಿತಾಯ ಬಜೆಟ್ ಅನ್ನು ಪುರಸಭೆ ಅಧ್ಯಕ್ಷರು ಮಂಡಿಸಿದರು. ಮಂಗಳವಾರ ನಡೆದ ಬಜೆಟ್ ಮಂಡನೆಯ ಸಭೆಯಲ್ಲಿ ಮಾತನಾಡಿದ ಅವರು, ತೆರಿಗೆ, ಪುರಸಭೆ ಸ್ವಂತ ಆದಾಯ, ಸರ್ಕಾರದ ಅನುದಾನಗಳನ್ನು ಅಂದಾಜಿಸಿ ಖರ್ಚುಗಳನ್ನು ವಿಂಗಡಿಸಲಾಗಿದೆ. ಪಟ್ಟಣದ ಅಭಿವೃದ್ಧಿಗೆ ಆದ್ಯತೆ ನೀಡಲಾಗಿದೆ ಎಂದರು. ಆಸ್ತಿ ತೆರಿಗೆ 4.20 ಕೋಟಿ ರೂ., ನೀರಿನ ತೆರಿಗೆ 90 ಲಕ್ಷ ರೂ., ಪುರಸಭೆ ಮಳಿಗೆ ಬಾಡಿಗೆ 1.10 ಕೋಟಿ ರೂ. ಸೇರಿದಂತೆ ಒಟ್ಟು ಆದಾಯ ಅಂದಾಜಿಸಲಾಗಿದೆ.: [8, 2057, 307, 2224]
